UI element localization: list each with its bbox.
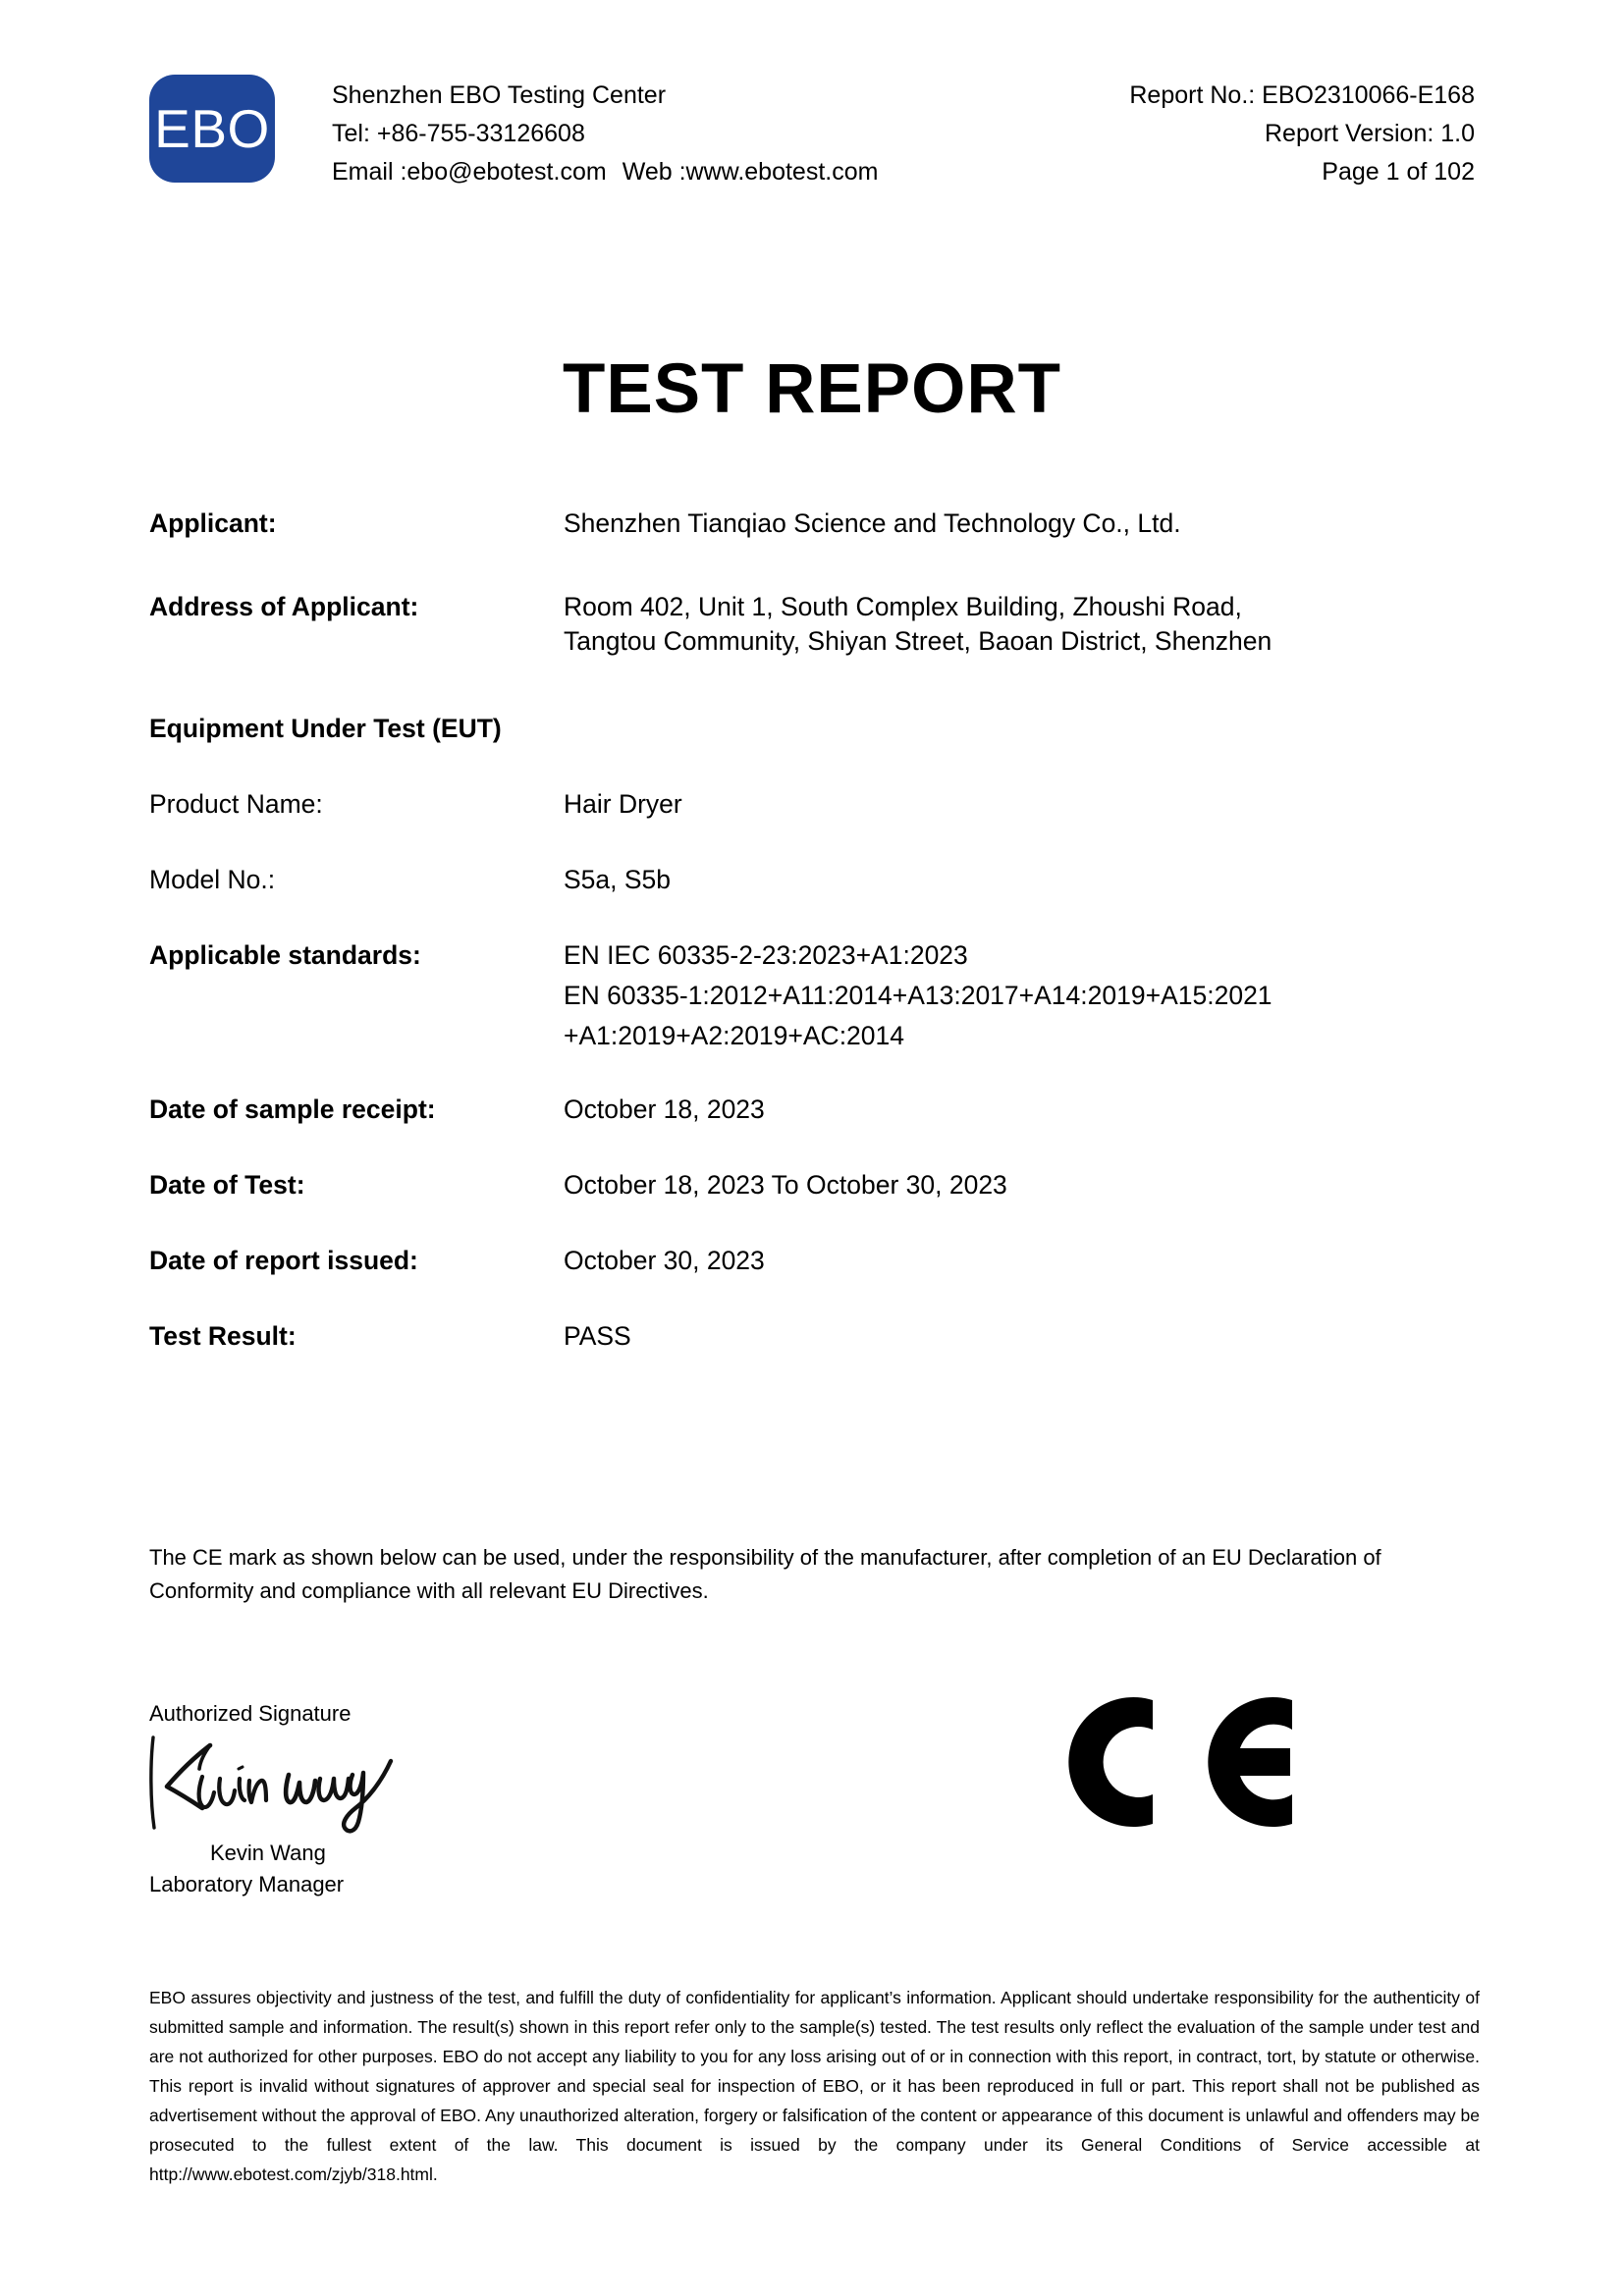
ce-mark: [1031, 1669, 1326, 1855]
address-line-2: Tangtou Community, Shiyan Street, Baoan District, Shenzhen: [564, 626, 1272, 656]
spacer: [149, 1125, 1485, 1170]
company-web: Web :www.ebotest.com: [622, 158, 879, 186]
row-date-of-test: [149, 1170, 1485, 1201]
row-product-name: [149, 789, 1485, 820]
spacer: [149, 820, 1485, 865]
applicant-value: Shenzhen Tianqiao Science and Technology Co., Ltd.: [564, 508, 1181, 538]
row-standards: [149, 940, 1485, 1051]
header-contact-block: [332, 77, 878, 191]
standards-line-2: EN 60335-1:2012+A11:2014+A13:2017+A14:2019+A15:2021: [564, 981, 1272, 1010]
ce-mark-notice: The CE mark as shown below can be used, under the responsibility of the manufacturer, after completion of an EU Declaration of Conformity and compliance with all relevant EU Directives.: [149, 1545, 1381, 1603]
report-version: Report Version: 1.0: [1264, 120, 1475, 147]
company-name: Shenzhen EBO Testing Center: [332, 81, 667, 109]
model-no-value: S5a, S5b: [564, 865, 672, 894]
report-issued-value: October 30, 2023: [564, 1246, 765, 1275]
page-header: [149, 71, 1475, 191]
header-columns: [275, 71, 1475, 191]
signatory-name: Kevin Wang: [210, 1841, 326, 1865]
ebo-logo: [149, 75, 275, 183]
row-address: [149, 592, 1485, 657]
row-applicant: [149, 508, 1485, 539]
signatory-role: Laboratory Manager: [149, 1872, 345, 1896]
report-issued-label: Date of report issued:: [149, 1246, 418, 1275]
header-report-meta: [1129, 77, 1475, 191]
row-sample-receipt: [149, 1095, 1485, 1125]
row-report-issued: [149, 1246, 1485, 1276]
sample-receipt-value: October 18, 2023: [564, 1095, 765, 1124]
test-result-label: Test Result:: [149, 1321, 297, 1351]
ce-mark-icon: [1031, 1669, 1326, 1855]
standards-value: [564, 940, 1485, 1051]
company-email: Email :ebo@ebotest.com: [332, 158, 607, 186]
page-number: Page 1 of 102: [1322, 158, 1475, 186]
row-model-no: [149, 865, 1485, 895]
date-of-test-label: Date of Test:: [149, 1170, 305, 1200]
disclaimer-text: EBO assures objectivity and justness of the test, and fulfill the duty of confidentiality for applicant’s information. Applicant should undertake responsibility for the authenticity of submitted sample and information. The result(s) shown in this report refer only to the sample(s) tested. The test results only reflect the evaluation of the sample under test and are not authorized for other purposes. EBO do not accept any liability to you for any loss arising out of or in connection with this report, in contract, tort, by statute or otherwise. This report is invalid without signatures of approver and special seal for inspection of EBO, or it has been reproduced in full or part. This report shall not be published as advertisement without the approval of EBO. Any unauthorized alteration, forgery or falsification of the content or appearance of this document is unlawful and offenders may be prosecuted to the fullest extent of the law. This document is issued by the company under its General Conditions of Service accessible at http://www.ebotest.com/zjyb/318.html.: [149, 1988, 1480, 2184]
address-label: Address of Applicant:: [149, 592, 419, 621]
page-title: TEST REPORT: [562, 350, 1062, 428]
signature-block: [149, 1698, 660, 1900]
date-of-test-value: October 18, 2023 To October 30, 2023: [564, 1170, 1007, 1200]
spacer: [149, 657, 1485, 714]
report-number: Report No.: EBO2310066-E168: [1129, 81, 1475, 109]
spacer: [149, 1051, 1485, 1095]
model-no-label: Model No.:: [149, 865, 276, 894]
standards-line-3: +A1:2019+A2:2019+AC:2014: [564, 1021, 905, 1050]
product-name-label: Product Name:: [149, 789, 323, 819]
standards-label: Applicable standards:: [149, 940, 421, 970]
logo-text: EBO: [154, 97, 270, 159]
standards-line-1: EN IEC 60335-2-23:2023+A1:2023: [564, 940, 968, 970]
address-value: [564, 592, 1485, 657]
spacer: [149, 1201, 1485, 1246]
product-name-value: Hair Dryer: [564, 789, 682, 819]
sample-receipt-label: Date of sample receipt:: [149, 1095, 436, 1124]
spacer: [149, 539, 1485, 592]
company-tel: Tel: +86-755-33126608: [332, 120, 585, 147]
address-line-1: Room 402, Unit 1, South Complex Building, Zhoushi Road,: [564, 592, 1242, 621]
applicant-label: Applicant:: [149, 508, 277, 538]
handwritten-signature-icon: [145, 1732, 401, 1840]
report-info-block: [149, 508, 1485, 1352]
spacer: [149, 1276, 1485, 1321]
spacer: [149, 895, 1485, 940]
company-email-web: [332, 153, 878, 191]
row-test-result: [149, 1321, 1485, 1352]
authorized-signature-label: Authorized Signature: [149, 1701, 352, 1726]
test-result-value: PASS: [564, 1321, 631, 1351]
eut-heading: Equipment Under Test (EUT): [149, 714, 502, 743]
spacer: [149, 744, 1485, 789]
